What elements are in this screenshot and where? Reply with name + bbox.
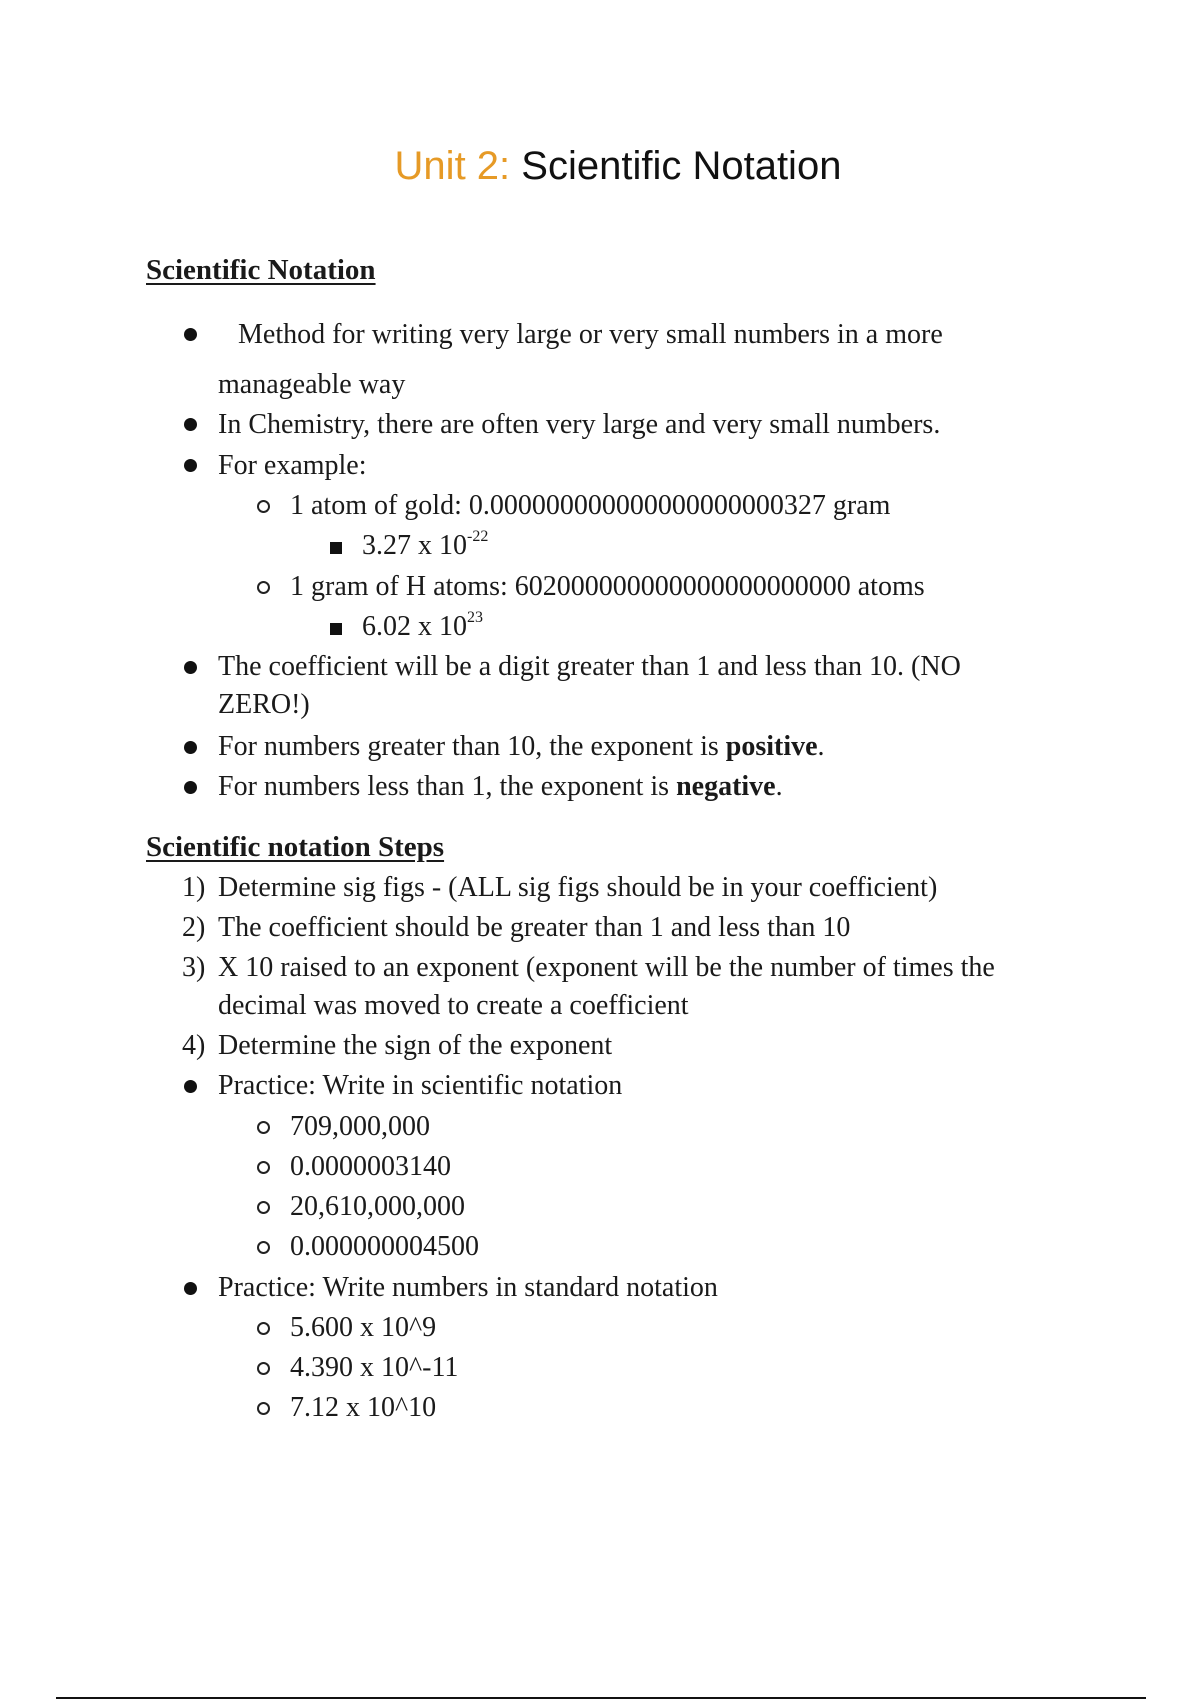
- bullet-icon: [184, 781, 197, 794]
- sub-bullet-circle-icon: [257, 1322, 270, 1335]
- practice-item: 4.390 x 10^-11: [290, 1352, 459, 1383]
- bullet-icon: [184, 661, 197, 674]
- section-heading-scientific-notation: Scientific Notation: [146, 254, 376, 286]
- sub-bullet-circle-icon: [257, 581, 270, 594]
- example-hydrogen-atoms: 1 gram of H atoms: 602000000000000000000000 atoms: [290, 571, 925, 602]
- sub-bullet-circle-icon: [257, 1201, 270, 1214]
- bold-negative: negative: [676, 771, 776, 802]
- coefficient: 6.02 x 10: [362, 611, 467, 642]
- page-title: [0, 142, 1200, 190]
- coefficient: 3.27 x 10: [362, 530, 467, 561]
- bullet-icon: [184, 1080, 197, 1093]
- bullet-icon: [184, 328, 197, 341]
- exponent: -22: [467, 527, 489, 545]
- step-text: Determine sig figs - (ALL sig figs should be in your coefficient): [218, 872, 938, 903]
- step-text: X 10 raised to an exponent (exponent will be the number of times the: [218, 952, 995, 983]
- bullet-text-continued: manageable way: [218, 369, 406, 400]
- sub-sub-bullet-square-icon: [330, 542, 342, 554]
- sub-bullet-circle-icon: [257, 1161, 270, 1174]
- bullet-icon: [184, 1282, 197, 1295]
- step-text-continued: decimal was moved to create a coefficient: [218, 990, 689, 1021]
- step-number: 2): [182, 912, 206, 943]
- bullet-text: For example:: [218, 450, 367, 481]
- step-number: 4): [182, 1030, 206, 1061]
- example-hydrogen-scientific: [362, 609, 483, 645]
- step-number: 3): [182, 952, 206, 983]
- sub-bullet-circle-icon: [257, 1121, 270, 1134]
- sub-bullet-circle-icon: [257, 1402, 270, 1415]
- bullet-text: In Chemistry, there are often very large and very small numbers.: [218, 409, 941, 440]
- practice-item: 0.000000004500: [290, 1231, 479, 1262]
- bullet-text-positive-exponent: For numbers greater than 10, the exponent is positive.: [218, 731, 825, 762]
- example-gold-atom: 1 atom of gold: 0.000000000000000000000327 gram: [290, 490, 891, 521]
- practice-scientific-heading: Practice: Write in scientific notation: [218, 1070, 623, 1101]
- bullet-icon: [184, 459, 197, 472]
- title-unit: Unit 2:: [394, 144, 511, 188]
- step-number: 1): [182, 872, 206, 903]
- sub-sub-bullet-square-icon: [330, 623, 342, 635]
- title-topic: Scientific Notation: [521, 144, 842, 188]
- step-text: Determine the sign of the exponent: [218, 1030, 613, 1061]
- sub-bullet-circle-icon: [257, 1362, 270, 1375]
- bold-positive: positive: [725, 731, 818, 762]
- practice-item: 20,610,000,000: [290, 1191, 465, 1222]
- practice-item: 0.0000003140: [290, 1151, 451, 1182]
- bullet-icon: [184, 741, 197, 754]
- bullet-text-negative-exponent: For numbers less than 1, the exponent is negative.: [218, 771, 783, 802]
- bullet-text-continued: ZERO!): [218, 689, 310, 720]
- practice-item: 709,000,000: [290, 1111, 430, 1142]
- practice-item: 7.12 x 10^10: [290, 1392, 437, 1423]
- sub-bullet-circle-icon: [257, 1241, 270, 1254]
- exponent: 23: [467, 608, 483, 626]
- bullet-text: The coefficient will be a digit greater than 1 and less than 10. (NO: [218, 651, 961, 682]
- sub-bullet-circle-icon: [257, 500, 270, 513]
- bullet-text: Method for writing very large or very small numbers in a more: [238, 319, 943, 350]
- practice-standard-heading: Practice: Write numbers in standard notation: [218, 1272, 718, 1303]
- practice-item: 5.600 x 10^9: [290, 1312, 437, 1343]
- footer-divider: [56, 1697, 1146, 1699]
- step-text: The coefficient should be greater than 1 and less than 10: [218, 912, 851, 943]
- bullet-icon: [184, 418, 197, 431]
- example-gold-scientific: [362, 528, 488, 564]
- section-heading-steps: Scientific notation Steps: [146, 831, 445, 863]
